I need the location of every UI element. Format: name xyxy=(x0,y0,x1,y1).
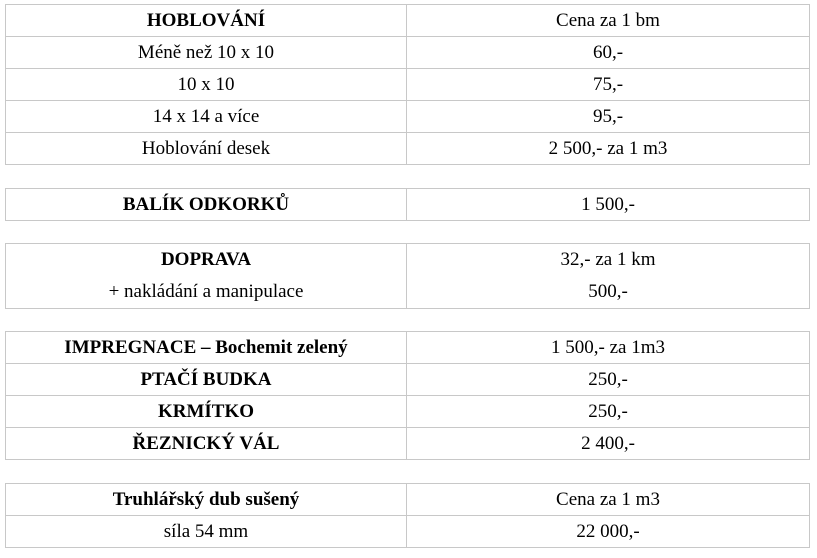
item-name: KRMÍTKO xyxy=(6,396,407,428)
table-row xyxy=(6,37,810,69)
transport-label-cell xyxy=(6,244,407,309)
item-price: 22 000,- xyxy=(407,516,810,548)
bark-bundle-label: BALÍK ODKORKŮ xyxy=(6,189,407,221)
table-header-row xyxy=(6,484,810,516)
bark-bundle-price: 1 500,- xyxy=(407,189,810,221)
oak-header-price: Cena za 1 m3 xyxy=(407,484,810,516)
transport-table xyxy=(5,243,810,309)
item-name: Méně než 10 x 10 xyxy=(6,37,407,69)
item-name: síla 54 mm xyxy=(6,516,407,548)
services-table xyxy=(5,331,810,460)
table-row xyxy=(6,364,810,396)
item-price: 1 500,- za 1m3 xyxy=(407,332,810,364)
bark-bundle-table xyxy=(5,188,810,221)
oak-header-label: Truhlářský dub sušený xyxy=(6,484,407,516)
item-name: 14 x 14 a více xyxy=(6,101,407,133)
item-name: 10 x 10 xyxy=(6,69,407,101)
table-row xyxy=(6,516,810,548)
table-row xyxy=(6,189,810,221)
item-price: 75,- xyxy=(407,69,810,101)
table-row xyxy=(6,244,810,309)
handling-price: 500,- xyxy=(588,281,628,302)
table-row xyxy=(6,428,810,460)
item-price: 95,- xyxy=(407,101,810,133)
item-price: 250,- xyxy=(407,396,810,428)
transport-price-cell xyxy=(407,244,810,309)
table-row xyxy=(6,133,810,165)
item-price: 2 500,- za 1 m3 xyxy=(407,133,810,165)
item-name: IMPREGNACE – Bochemit zelený xyxy=(6,332,407,364)
item-name: PTAČÍ BUDKA xyxy=(6,364,407,396)
table-row xyxy=(6,396,810,428)
table-header-row xyxy=(6,5,810,37)
item-name: ŘEZNICKÝ VÁL xyxy=(6,428,407,460)
planing-header-label: HOBLOVÁNÍ xyxy=(6,5,407,37)
item-price: 60,- xyxy=(407,37,810,69)
planing-header-price: Cena za 1 bm xyxy=(407,5,810,37)
oak-price-table xyxy=(5,483,810,548)
handling-label: + nakládání a manipulace xyxy=(108,281,304,302)
item-price: 250,- xyxy=(407,364,810,396)
transport-price: 32,- za 1 km xyxy=(560,249,656,270)
planing-price-table xyxy=(5,4,810,165)
item-name: Hoblování desek xyxy=(6,133,407,165)
table-row xyxy=(6,332,810,364)
item-price: 2 400,- xyxy=(407,428,810,460)
transport-label: DOPRAVA xyxy=(160,249,252,270)
table-row xyxy=(6,101,810,133)
table-row xyxy=(6,69,810,101)
